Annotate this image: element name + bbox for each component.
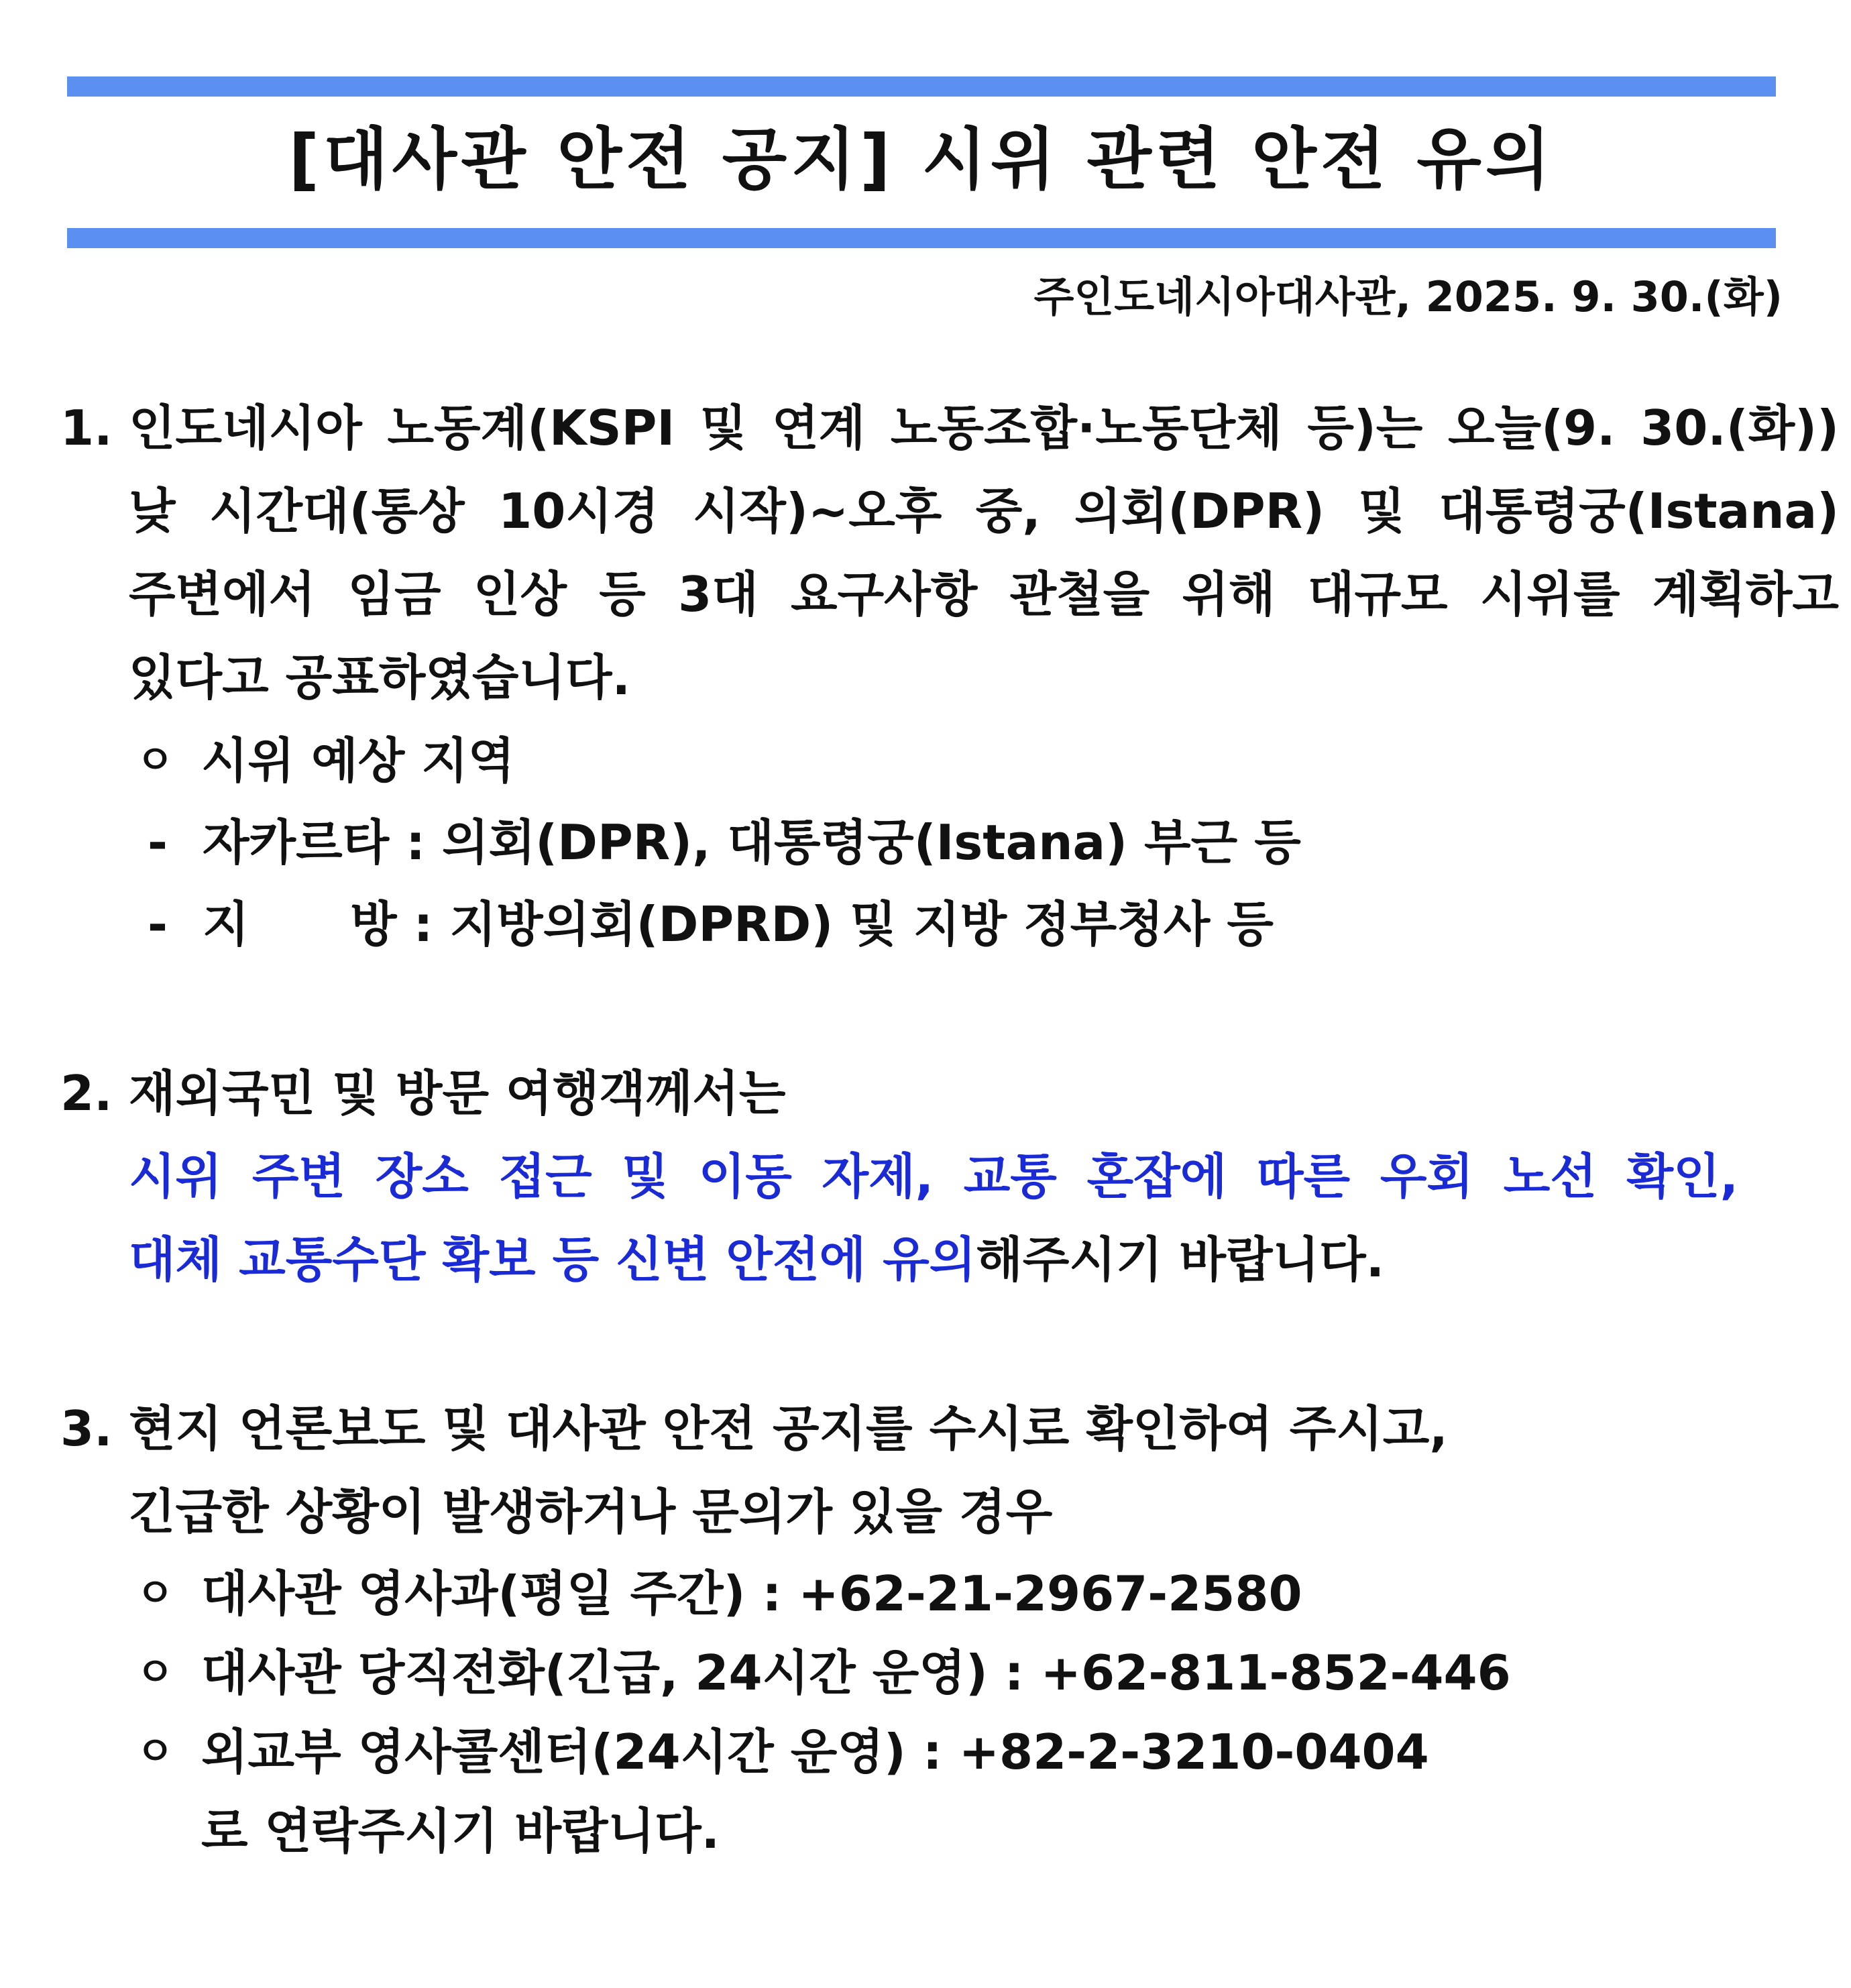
bullet-icon: ㅇ: [135, 1728, 174, 1775]
area-region: 자카르타: [203, 814, 390, 871]
contact-label: 외교부 영사콜센터(24시간 운영) :: [201, 1724, 959, 1780]
header-rule-top: [67, 76, 1776, 97]
contact-phone: +62-811-852-446: [1040, 1645, 1511, 1701]
section1-line-4: 있다고 공표하였습니다.: [129, 649, 630, 706]
header-rule-bottom: [67, 228, 1776, 248]
area-separator: :: [406, 814, 426, 871]
contact-label: 대사관 당직전화(긴급, 24시간 운영) :: [201, 1645, 1041, 1701]
contact-phone: +82-2-3210-0404: [958, 1724, 1429, 1780]
section2-line-1: 재외국민 및 방문 여행객께서는: [129, 1065, 786, 1121]
area-item-regional: [203, 891, 1274, 958]
bullet-icon: ㅇ: [135, 1649, 174, 1696]
bullet-icon: ㅇ: [135, 737, 174, 784]
area-region: 지 방: [203, 896, 397, 952]
dash-icon: -: [148, 814, 168, 871]
section3-line-2: 긴급한 상황이 발생하거나 문의가 있을 경우: [129, 1484, 1053, 1540]
section3-number: 3.: [60, 1400, 113, 1457]
area-separator: :: [413, 896, 433, 952]
section2-number: 2.: [60, 1065, 113, 1121]
contact-label: 대사관 영사과(평일 주간) :: [201, 1565, 799, 1622]
area-places: 의회(DPR), 대통령궁(Istana) 부근 등: [442, 814, 1301, 871]
section3-line-1: 현지 언론보도 및 대사관 안전 공지를 수시로 확인하여 주시고,: [129, 1400, 1448, 1457]
contact-phone: +62-21-2967-2580: [798, 1565, 1302, 1622]
section2-line-3: [129, 1226, 1384, 1293]
dash-icon: -: [148, 896, 168, 952]
contact-item-callcenter: [201, 1718, 1429, 1785]
notice-title: [대사관 안전 공지] 시위 관련 안전 유의: [288, 120, 1555, 199]
contact-item-duty: [201, 1639, 1511, 1706]
bullet-icon: ㅇ: [135, 1570, 174, 1617]
section1-number: 1.: [60, 400, 113, 456]
section1-line-3: 주변에서 임금 인상 등 3대 요구사항 관철을 위해 대규모 시위를 계획하고: [129, 566, 1839, 622]
area-item-jakarta: [203, 809, 1301, 876]
section1-line-1: 인도네시아 노동계(KSPI 및 연계 노동조합·노동단체 등)는 오늘(9. 30.(화)): [129, 400, 1839, 456]
protest-area-heading: 시위 예상 지역: [201, 732, 515, 789]
section2-line-3-rest: 해주시기 바랍니다.: [976, 1231, 1385, 1288]
notice-dateline: 주인도네시아대사관, 2025. 9. 30.(화): [1033, 272, 1783, 321]
contact-item-consular: [201, 1560, 1302, 1627]
section2-highlight-line-2: 대체 교통수단 확보 등 신변 안전에 유의: [129, 1231, 976, 1288]
area-places: 지방의회(DPRD) 및 지방 정부청사 등: [449, 896, 1274, 952]
section3-closing: 로 연락주시기 바랍니다.: [201, 1803, 720, 1859]
section2-highlight-line-1: 시위 주변 장소 접근 및 이동 자제, 교통 혼잡에 따른 우회 노선 확인,: [129, 1148, 1738, 1205]
section1-line-2: 낮 시간대(통상 10시경 시작)~오후 중, 의회(DPR) 및 대통령궁(Istana): [129, 483, 1839, 539]
